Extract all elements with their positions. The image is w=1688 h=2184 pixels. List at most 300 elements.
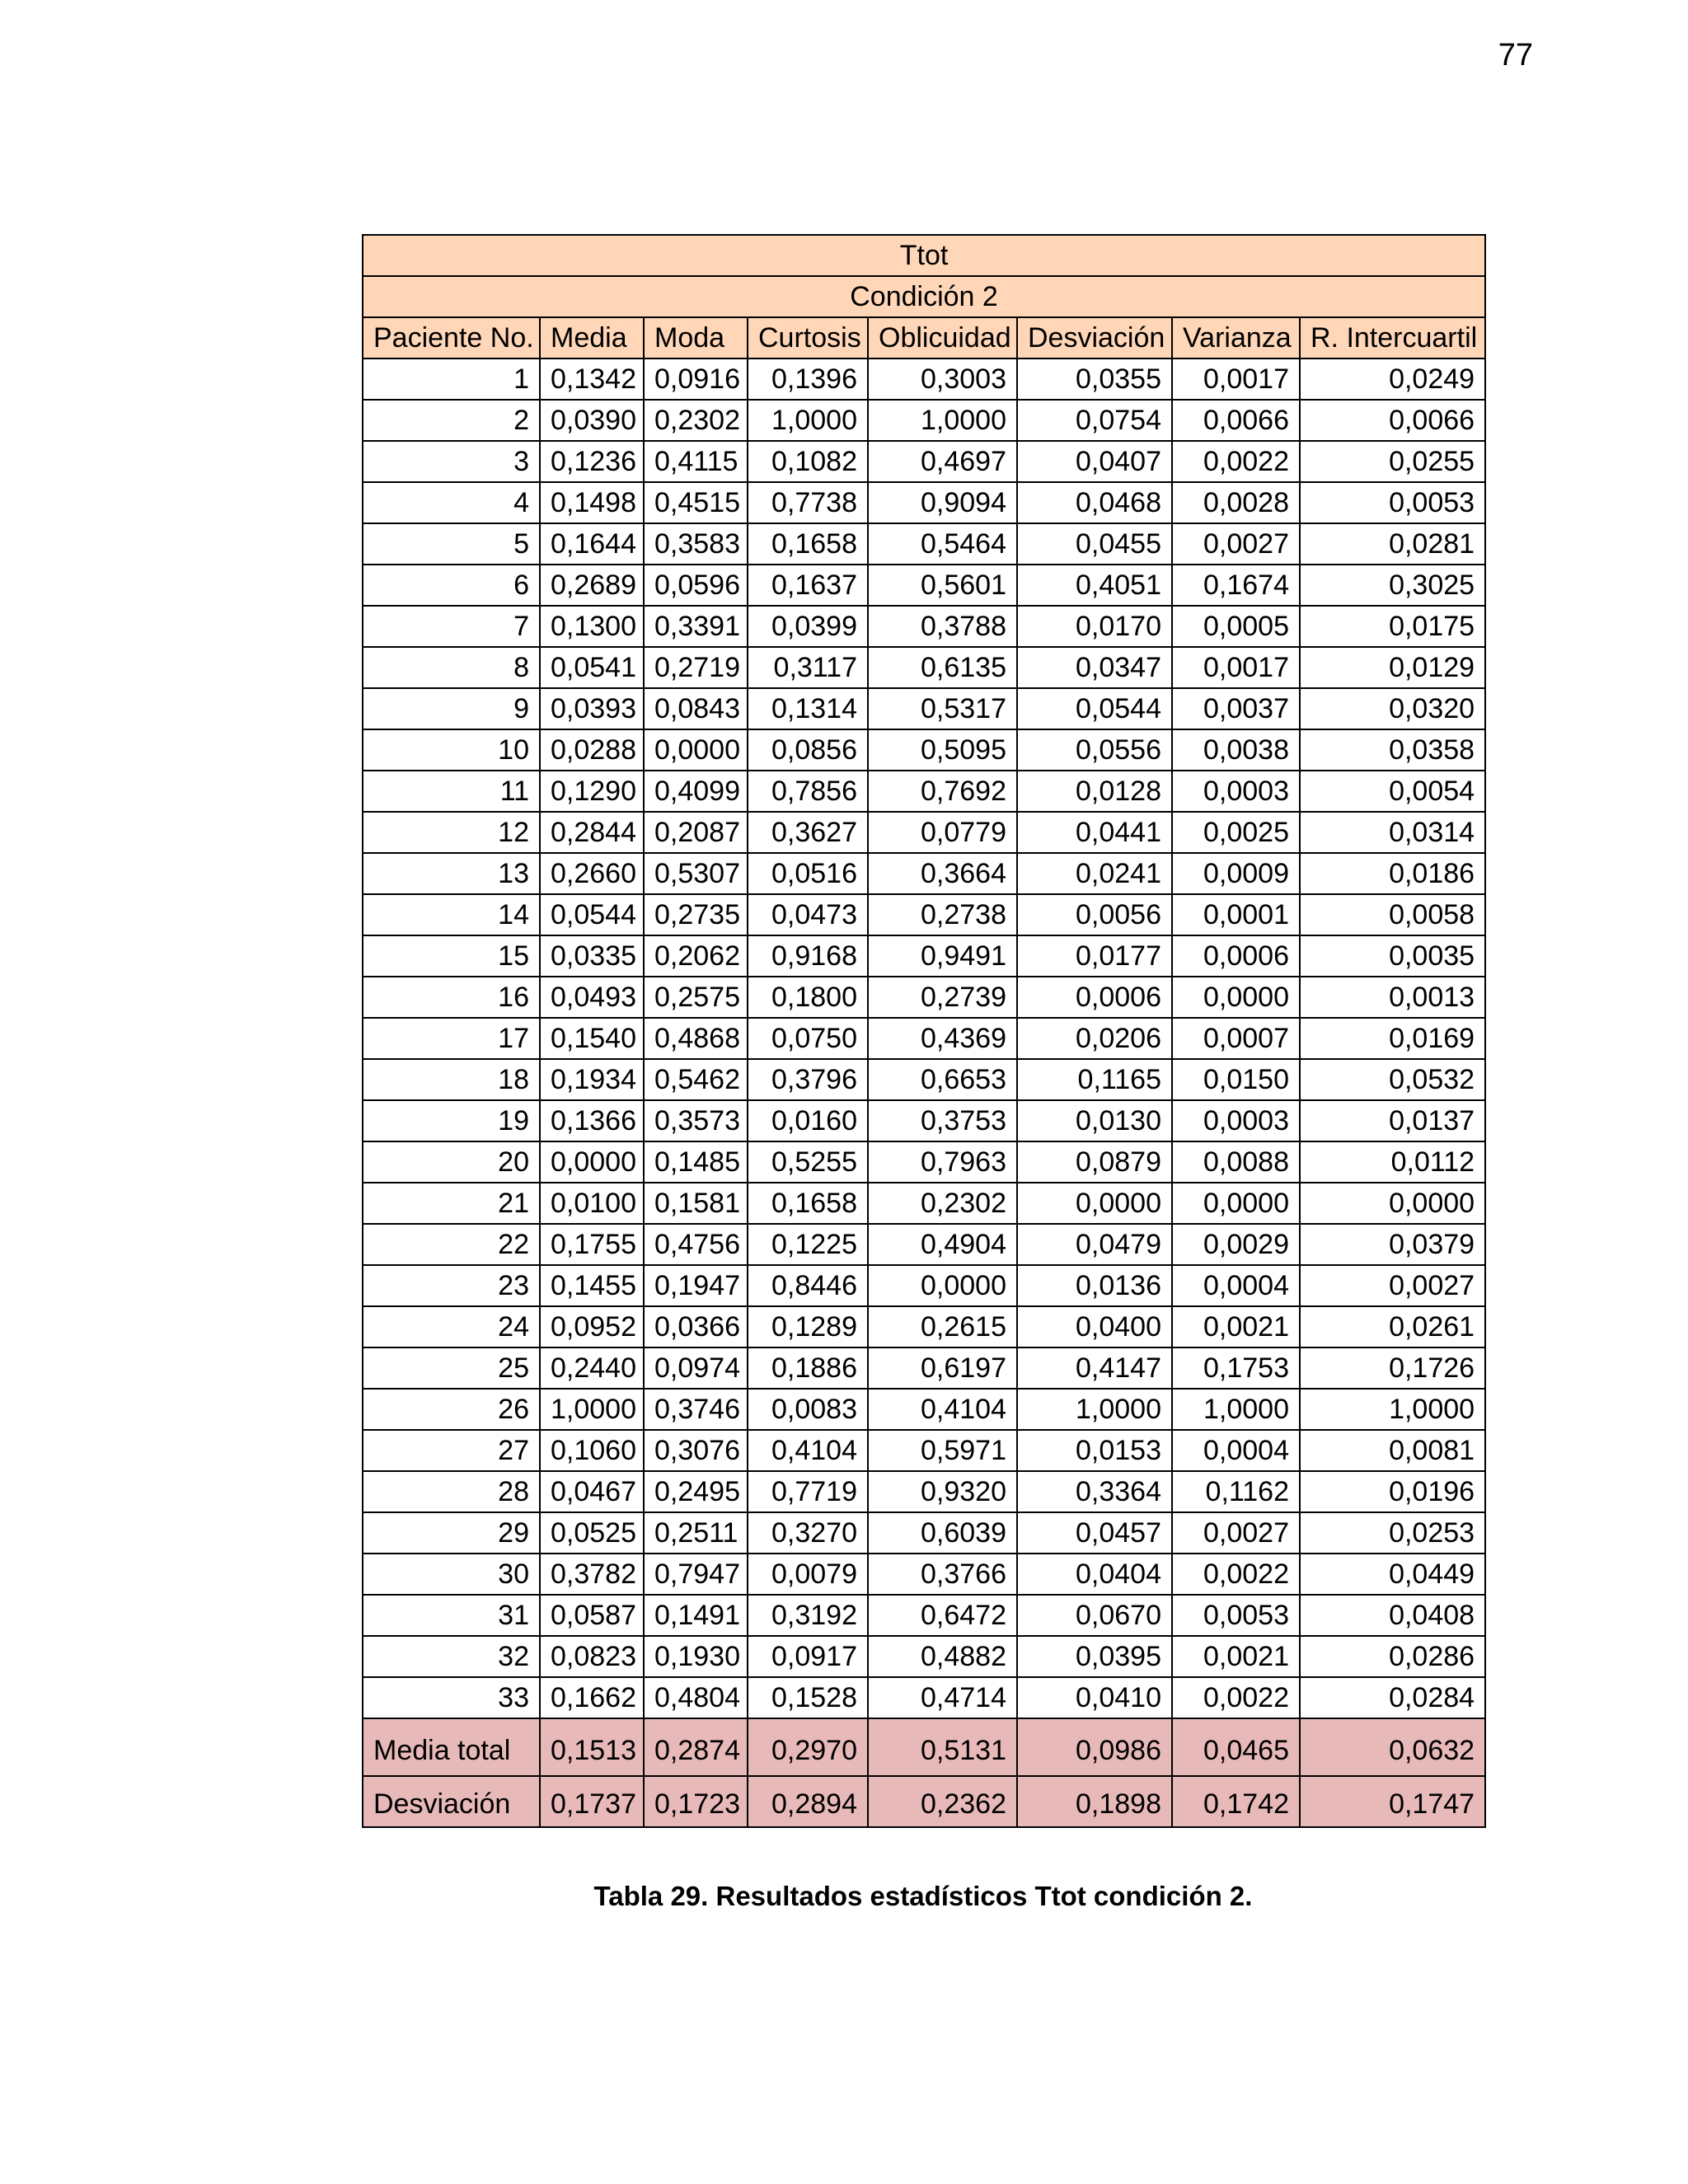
table-cell: 0,0022 <box>1172 441 1300 482</box>
table-cell: 0,0473 <box>748 894 868 935</box>
table-cell: 0,0974 <box>644 1347 748 1389</box>
table-cell: 0,1498 <box>540 482 644 523</box>
patient-number-cell: 16 <box>363 977 540 1018</box>
table-cell: 0,0468 <box>1017 482 1172 523</box>
table-cell: 0,0053 <box>1172 1595 1300 1636</box>
table-cell: 0,0288 <box>540 729 644 771</box>
table-cell: 0,9491 <box>868 935 1017 977</box>
table-row <box>363 1018 1485 1059</box>
patient-number-cell: 23 <box>363 1265 540 1306</box>
table-cell: 0,0129 <box>1300 647 1485 688</box>
table-row <box>363 1100 1485 1141</box>
table-cell: 0,0457 <box>1017 1512 1172 1554</box>
table-cell: 0,1753 <box>1172 1347 1300 1389</box>
table-cell: 0,1165 <box>1017 1059 1172 1100</box>
table-cell: 0,1060 <box>540 1430 644 1471</box>
table-cell: 0,0525 <box>540 1512 644 1554</box>
table-cell: 0,2302 <box>644 400 748 441</box>
table-row <box>363 523 1485 565</box>
patient-number-cell: 17 <box>363 1018 540 1059</box>
table-cell: 0,7692 <box>868 771 1017 812</box>
patient-number-cell: 10 <box>363 729 540 771</box>
table-cell: 0,2844 <box>540 812 644 853</box>
table-cell: 0,2739 <box>868 977 1017 1018</box>
table-row <box>363 1389 1485 1430</box>
table-row <box>363 1430 1485 1471</box>
table-cell: 0,1662 <box>540 1677 644 1718</box>
table-cell: 0,1540 <box>540 1018 644 1059</box>
table-cell: 0,0054 <box>1300 771 1485 812</box>
patient-number-cell: 7 <box>363 606 540 647</box>
table-cell: 0,3796 <box>748 1059 868 1100</box>
patient-number-cell: 15 <box>363 935 540 977</box>
table-cell: 0,0007 <box>1172 1018 1300 1059</box>
table-cell: 0,6197 <box>868 1347 1017 1389</box>
patient-number-cell: 1 <box>363 359 540 400</box>
column-header: Varianza <box>1172 317 1300 359</box>
summary-cell: 0,2874 <box>644 1718 748 1776</box>
table-cell: 0,0025 <box>1172 812 1300 853</box>
summary-cell: 0,0632 <box>1300 1718 1485 1776</box>
table-cell: 0,0399 <box>748 606 868 647</box>
column-header: Oblicuidad <box>868 317 1017 359</box>
column-header: R. Intercuartil <box>1300 317 1485 359</box>
patient-number-cell: 30 <box>363 1554 540 1595</box>
table-cell: 0,7738 <box>748 482 868 523</box>
table-row <box>363 400 1485 441</box>
patient-number-cell: 28 <box>363 1471 540 1512</box>
table-cell: 0,0843 <box>644 688 748 729</box>
table-cell: 0,4714 <box>868 1677 1017 1718</box>
table-cell: 0,0249 <box>1300 359 1485 400</box>
table-cell: 0,0153 <box>1017 1430 1172 1471</box>
table-cell: 0,5255 <box>748 1141 868 1183</box>
summary-cell: 0,1898 <box>1017 1776 1172 1827</box>
table-row <box>363 1677 1485 1718</box>
summary-label: Desviación <box>363 1776 540 1827</box>
table-cell: 0,0066 <box>1300 400 1485 441</box>
table-cell: 0,0000 <box>1017 1183 1172 1224</box>
table-cell: 0,0404 <box>1017 1554 1172 1595</box>
summary-cell: 0,5131 <box>868 1718 1017 1776</box>
table-cell: 0,0241 <box>1017 853 1172 894</box>
table-cell: 0,0066 <box>1172 400 1300 441</box>
table-cell: 0,2735 <box>644 894 748 935</box>
table-cell: 0,0000 <box>1172 977 1300 1018</box>
table-cell: 0,0493 <box>540 977 644 1018</box>
table-cell: 0,1342 <box>540 359 644 400</box>
table-cell: 0,0017 <box>1172 647 1300 688</box>
table-cell: 0,1581 <box>644 1183 748 1224</box>
table-cell: 0,2660 <box>540 853 644 894</box>
table-cell: 0,0779 <box>868 812 1017 853</box>
table-cell: 1,0000 <box>1300 1389 1485 1430</box>
patient-number-cell: 27 <box>363 1430 540 1471</box>
table-cell: 0,4104 <box>748 1430 868 1471</box>
table-cell: 0,5971 <box>868 1430 1017 1471</box>
patient-number-cell: 2 <box>363 400 540 441</box>
table-cell: 0,0004 <box>1172 1430 1300 1471</box>
table-cell: 0,4904 <box>868 1224 1017 1265</box>
table-cell: 0,2615 <box>868 1306 1017 1347</box>
patient-number-cell: 4 <box>363 482 540 523</box>
table-cell: 0,5095 <box>868 729 1017 771</box>
table-cell: 0,1637 <box>748 565 868 606</box>
table-cell: 0,0000 <box>1300 1183 1485 1224</box>
patient-number-cell: 11 <box>363 771 540 812</box>
table-cell: 0,0379 <box>1300 1224 1485 1265</box>
table-cell: 0,1082 <box>748 441 868 482</box>
patient-number-cell: 5 <box>363 523 540 565</box>
patient-number-cell: 21 <box>363 1183 540 1224</box>
patient-number-cell: 9 <box>363 688 540 729</box>
table-subtitle: Condición 2 <box>363 276 1485 317</box>
table-cell: 0,1485 <box>644 1141 748 1183</box>
statistics-table <box>362 234 1486 1828</box>
table-cell: 0,1755 <box>540 1224 644 1265</box>
table-cell: 0,0587 <box>540 1595 644 1636</box>
table-cell: 0,5601 <box>868 565 1017 606</box>
table-cell: 0,1455 <box>540 1265 644 1306</box>
patient-number-cell: 33 <box>363 1677 540 1718</box>
patient-number-cell: 13 <box>363 853 540 894</box>
table-cell: 0,4051 <box>1017 565 1172 606</box>
table-cell: 0,0003 <box>1172 1100 1300 1141</box>
table-cell: 0,0544 <box>1017 688 1172 729</box>
table-cell: 0,0856 <box>748 729 868 771</box>
summary-cell: 0,0465 <box>1172 1718 1300 1776</box>
table-cell: 1,0000 <box>1172 1389 1300 1430</box>
table-cell: 0,0186 <box>1300 853 1485 894</box>
table-cell: 0,0320 <box>1300 688 1485 729</box>
table-cell: 0,3766 <box>868 1554 1017 1595</box>
column-header: Curtosis <box>748 317 868 359</box>
table-cell: 0,0449 <box>1300 1554 1485 1595</box>
table-cell: 0,0175 <box>1300 606 1485 647</box>
table-row <box>363 853 1485 894</box>
table-cell: 1,0000 <box>868 400 1017 441</box>
table-cell: 0,0196 <box>1300 1471 1485 1512</box>
table-cell: 0,4099 <box>644 771 748 812</box>
table-cell: 1,0000 <box>540 1389 644 1430</box>
patient-number-cell: 22 <box>363 1224 540 1265</box>
table-cell: 0,0150 <box>1172 1059 1300 1100</box>
table-cell: 0,0000 <box>540 1141 644 1183</box>
table-cell: 0,0001 <box>1172 894 1300 935</box>
table-cell: 0,2062 <box>644 935 748 977</box>
table-cell: 0,4115 <box>644 441 748 482</box>
summary-cell: 0,2894 <box>748 1776 868 1827</box>
column-header: Moda <box>644 317 748 359</box>
table-cell: 0,9094 <box>868 482 1017 523</box>
table-row <box>363 482 1485 523</box>
table-row <box>363 1224 1485 1265</box>
table-cell: 0,0541 <box>540 647 644 688</box>
table-cell: 0,1947 <box>644 1265 748 1306</box>
table-cell: 0,0081 <box>1300 1430 1485 1471</box>
table-cell: 0,0021 <box>1172 1306 1300 1347</box>
table-cell: 0,0366 <box>644 1306 748 1347</box>
table-cell: 0,1886 <box>748 1347 868 1389</box>
table-cell: 0,3627 <box>748 812 868 853</box>
table-cell: 0,1225 <box>748 1224 868 1265</box>
table-cell: 0,0479 <box>1017 1224 1172 1265</box>
table-cell: 0,0358 <box>1300 729 1485 771</box>
patient-number-cell: 14 <box>363 894 540 935</box>
table-cell: 0,0532 <box>1300 1059 1485 1100</box>
table-cell: 0,0009 <box>1172 853 1300 894</box>
table-cell: 0,6135 <box>868 647 1017 688</box>
table-cell: 0,0027 <box>1300 1265 1485 1306</box>
table-cell: 0,3076 <box>644 1430 748 1471</box>
table-cell: 0,1658 <box>748 1183 868 1224</box>
table-cell: 0,0130 <box>1017 1100 1172 1141</box>
table-cell: 0,0000 <box>644 729 748 771</box>
header-row <box>363 317 1485 359</box>
table-cell: 0,1300 <box>540 606 644 647</box>
table-cell: 0,0347 <box>1017 647 1172 688</box>
table-cell: 0,0544 <box>540 894 644 935</box>
table-cell: 0,0516 <box>748 853 868 894</box>
table-cell: 0,0393 <box>540 688 644 729</box>
table-row <box>363 1512 1485 1554</box>
table-row <box>363 1471 1485 1512</box>
page-number: 77 <box>1498 38 1533 73</box>
table-cell: 0,4882 <box>868 1636 1017 1677</box>
table-cell: 0,0128 <box>1017 771 1172 812</box>
table-cell: 0,4868 <box>644 1018 748 1059</box>
table-cell: 0,0053 <box>1300 482 1485 523</box>
table-cell: 0,4756 <box>644 1224 748 1265</box>
table-cell: 0,0000 <box>868 1265 1017 1306</box>
table-cell: 0,7719 <box>748 1471 868 1512</box>
table-cell: 0,4147 <box>1017 1347 1172 1389</box>
table-row <box>363 688 1485 729</box>
table-cell: 0,0017 <box>1172 359 1300 400</box>
table-cell: 0,3025 <box>1300 565 1485 606</box>
table-cell: 0,0028 <box>1172 482 1300 523</box>
table-row <box>363 441 1485 482</box>
table-cell: 0,0556 <box>1017 729 1172 771</box>
table-cell: 0,2087 <box>644 812 748 853</box>
table-cell: 0,0206 <box>1017 1018 1172 1059</box>
table-cell: 0,0335 <box>540 935 644 977</box>
patient-number-cell: 26 <box>363 1389 540 1430</box>
table-cell: 0,0281 <box>1300 523 1485 565</box>
table-cell: 0,0879 <box>1017 1141 1172 1183</box>
table-cell: 0,9320 <box>868 1471 1017 1512</box>
table-cell: 0,0408 <box>1300 1595 1485 1636</box>
table-cell: 0,0058 <box>1300 894 1485 935</box>
table-cell: 0,7963 <box>868 1141 1017 1183</box>
summary-cell: 0,1742 <box>1172 1776 1300 1827</box>
table-cell: 0,2719 <box>644 647 748 688</box>
table-cell: 0,0169 <box>1300 1018 1485 1059</box>
table-cell: 0,1674 <box>1172 565 1300 606</box>
table-cell: 0,0467 <box>540 1471 644 1512</box>
table-cell: 0,0407 <box>1017 441 1172 482</box>
table-row <box>363 359 1485 400</box>
table-row <box>363 1306 1485 1347</box>
patient-number-cell: 31 <box>363 1595 540 1636</box>
table-cell: 0,1658 <box>748 523 868 565</box>
summary-cell: 0,1723 <box>644 1776 748 1827</box>
patient-number-cell: 32 <box>363 1636 540 1677</box>
table-row <box>363 812 1485 853</box>
table-cell: 0,4804 <box>644 1677 748 1718</box>
patient-number-cell: 6 <box>363 565 540 606</box>
table-cell: 0,2511 <box>644 1512 748 1554</box>
table-cell: 0,0027 <box>1172 523 1300 565</box>
table-cell: 0,4104 <box>868 1389 1017 1430</box>
table-cell: 0,0137 <box>1300 1100 1485 1141</box>
table-row <box>363 606 1485 647</box>
table-row <box>363 977 1485 1018</box>
table-cell: 0,0022 <box>1172 1677 1300 1718</box>
table-cell: 0,0286 <box>1300 1636 1485 1677</box>
table-cell: 0,9168 <box>748 935 868 977</box>
table-cell: 0,3192 <box>748 1595 868 1636</box>
table-cell: 0,3003 <box>868 359 1017 400</box>
table-cell: 0,0754 <box>1017 400 1172 441</box>
table-row <box>363 771 1485 812</box>
table-cell: 0,3788 <box>868 606 1017 647</box>
table-cell: 0,0027 <box>1172 1512 1300 1554</box>
table-cell: 0,0004 <box>1172 1265 1300 1306</box>
table-cell: 0,0037 <box>1172 688 1300 729</box>
table-cell: 0,6039 <box>868 1512 1017 1554</box>
table-cell: 0,0005 <box>1172 606 1300 647</box>
patient-number-cell: 29 <box>363 1512 540 1554</box>
table-cell: 0,0003 <box>1172 771 1300 812</box>
table-cell: 0,0006 <box>1017 977 1172 1018</box>
table-cell: 0,2689 <box>540 565 644 606</box>
table-caption: Tabla 29. Resultados estadísticos Ttot condición 2. <box>593 1881 1253 1911</box>
table-cell: 0,6472 <box>868 1595 1017 1636</box>
patient-number-cell: 24 <box>363 1306 540 1347</box>
table-cell: 0,0177 <box>1017 935 1172 977</box>
table-cell: 0,0400 <box>1017 1306 1172 1347</box>
table-cell: 0,1366 <box>540 1100 644 1141</box>
table-cell: 0,0261 <box>1300 1306 1485 1347</box>
table-row <box>363 729 1485 771</box>
table-cell: 0,1934 <box>540 1059 644 1100</box>
table-cell: 0,3746 <box>644 1389 748 1430</box>
table-cell: 0,0395 <box>1017 1636 1172 1677</box>
table-cell: 0,5317 <box>868 688 1017 729</box>
table-row <box>363 1595 1485 1636</box>
table-cell: 0,0112 <box>1300 1141 1485 1183</box>
table-row <box>363 647 1485 688</box>
table-cell: 0,0355 <box>1017 359 1172 400</box>
table-cell: 0,7947 <box>644 1554 748 1595</box>
table-cell: 0,0253 <box>1300 1512 1485 1554</box>
table-cell: 0,0013 <box>1300 977 1485 1018</box>
table-cell: 0,4369 <box>868 1018 1017 1059</box>
table-cell: 0,0284 <box>1300 1677 1485 1718</box>
table-cell: 0,2495 <box>644 1471 748 1512</box>
table-cell: 0,0000 <box>1172 1183 1300 1224</box>
table-cell: 0,0750 <box>748 1018 868 1059</box>
table-cell: 0,1491 <box>644 1595 748 1636</box>
table-cell: 0,1726 <box>1300 1347 1485 1389</box>
summary-label: Media total <box>363 1718 540 1776</box>
table-cell: 0,1290 <box>540 771 644 812</box>
table-row <box>363 935 1485 977</box>
patient-number-cell: 12 <box>363 812 540 853</box>
summary-cell: 0,1747 <box>1300 1776 1485 1827</box>
table-cell: 0,4697 <box>868 441 1017 482</box>
table-title: Ttot <box>363 235 1485 276</box>
summary-row <box>363 1718 1485 1776</box>
table-cell: 0,3782 <box>540 1554 644 1595</box>
table-cell: 0,2738 <box>868 894 1017 935</box>
table-cell: 0,1314 <box>748 688 868 729</box>
table-cell: 1,0000 <box>748 400 868 441</box>
table-row <box>363 894 1485 935</box>
table-cell: 0,3583 <box>644 523 748 565</box>
table-cell: 0,0410 <box>1017 1677 1172 1718</box>
table-row <box>363 1265 1485 1306</box>
table-cell: 0,0006 <box>1172 935 1300 977</box>
table-row <box>363 1059 1485 1100</box>
table-cell: 0,5307 <box>644 853 748 894</box>
column-header: Media <box>540 317 644 359</box>
table-cell: 0,0056 <box>1017 894 1172 935</box>
table-cell: 0,0029 <box>1172 1224 1300 1265</box>
table-row <box>363 1636 1485 1677</box>
table-cell: 0,0083 <box>748 1389 868 1430</box>
summary-cell: 0,0986 <box>1017 1718 1172 1776</box>
table-cell: 0,0170 <box>1017 606 1172 647</box>
table-cell: 0,3270 <box>748 1512 868 1554</box>
table-row <box>363 1347 1485 1389</box>
table-cell: 0,1528 <box>748 1677 868 1718</box>
table-cell: 0,1930 <box>644 1636 748 1677</box>
table-cell: 0,0823 <box>540 1636 644 1677</box>
table-cell: 0,3364 <box>1017 1471 1172 1512</box>
table-cell: 0,0035 <box>1300 935 1485 977</box>
table-cell: 0,0079 <box>748 1554 868 1595</box>
column-header: Desviación <box>1017 317 1172 359</box>
table-cell: 0,6653 <box>868 1059 1017 1100</box>
table-cell: 0,0314 <box>1300 812 1485 853</box>
table-cell: 0,3391 <box>644 606 748 647</box>
table-cell: 0,2575 <box>644 977 748 1018</box>
patient-number-cell: 25 <box>363 1347 540 1389</box>
patient-number-cell: 19 <box>363 1100 540 1141</box>
table-cell: 0,0390 <box>540 400 644 441</box>
table-cell: 0,5462 <box>644 1059 748 1100</box>
table-cell: 0,1162 <box>1172 1471 1300 1512</box>
summary-cell: 0,2970 <box>748 1718 868 1776</box>
table-cell: 0,8446 <box>748 1265 868 1306</box>
table-cell: 0,0136 <box>1017 1265 1172 1306</box>
table-cell: 1,0000 <box>1017 1389 1172 1430</box>
table-cell: 0,0596 <box>644 565 748 606</box>
table-cell: 0,1236 <box>540 441 644 482</box>
table-cell: 0,0088 <box>1172 1141 1300 1183</box>
table-cell: 0,7856 <box>748 771 868 812</box>
table-cell: 0,0100 <box>540 1183 644 1224</box>
table-row <box>363 1141 1485 1183</box>
table-cell: 0,0255 <box>1300 441 1485 482</box>
patient-number-cell: 20 <box>363 1141 540 1183</box>
table-cell: 0,3753 <box>868 1100 1017 1141</box>
table-cell: 0,0038 <box>1172 729 1300 771</box>
summary-cell: 0,1737 <box>540 1776 644 1827</box>
table-cell: 0,0022 <box>1172 1554 1300 1595</box>
